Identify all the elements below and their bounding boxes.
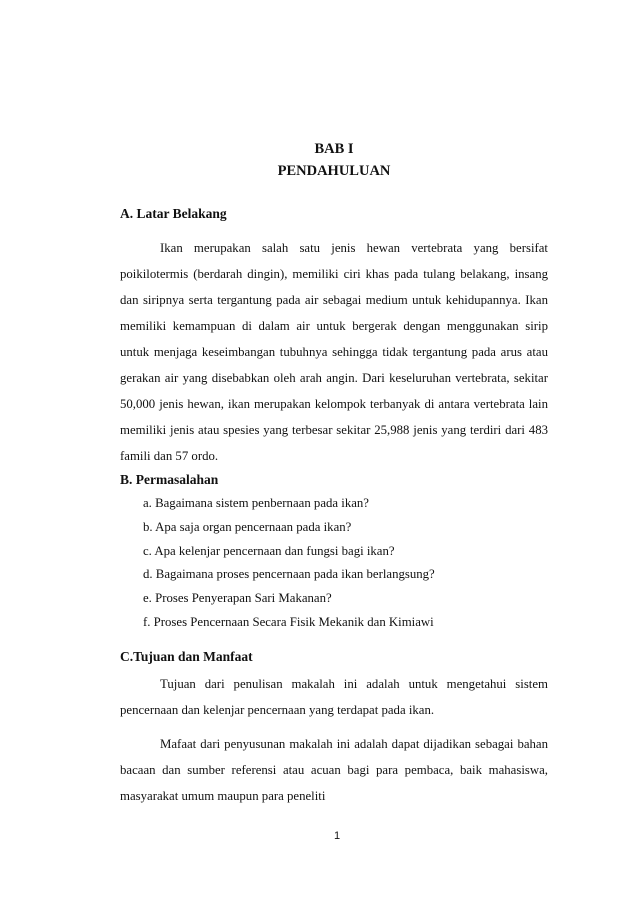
section-c-paragraph-1: Tujuan dari penulisan makalah ini adalah untuk mengetahui sistem pencernaan dan kelenjar pencernaan yang terdapat pada ikan. (120, 677, 548, 717)
list-item: f. Proses Pencernaan Secara Fisik Mekanik dan Kimiawi (143, 614, 434, 629)
list-item: b. Apa saja organ pencernaan pada ikan? (143, 519, 352, 534)
chapter-heading (0, 138, 638, 182)
list-item: c. Apa kelenjar pencernaan dan fungsi bagi ikan? (143, 543, 395, 558)
section-a-heading: A. Latar Belakang (120, 206, 227, 221)
section-b-heading: B. Permasalahan (120, 472, 219, 487)
list-item: e. Proses Penyerapan Sari Makanan? (143, 591, 332, 606)
section-c-heading: C.Tujuan dan Manfaat (120, 649, 253, 664)
list-item: d. Bagaimana proses pencernaan pada ikan berlangsung? (143, 567, 435, 582)
page-number: 1 (333, 830, 341, 842)
section-c-paragraph-2: Mafaat dari penyusunan makalah ini adalah dapat dijadikan sebagai bahan bacaan dan sumber referensi atau acuan bagi para pembaca, baik mahasiswa, masyarakat umum maupun para peneliti (120, 737, 548, 803)
chapter-title: PENDAHULUAN (277, 163, 391, 179)
chapter-number: BAB I (314, 141, 354, 157)
problem-list (143, 492, 543, 635)
list-item: a. Bagaimana sistem penbernaan pada ikan? (143, 496, 369, 510)
section-a-paragraph: Ikan merupakan salah satu jenis hewan vertebrata yang bersifat poikilotermis (berdarah dingin), memiliki ciri khas pada tulang belakang, insang dan siripnya serta tergantung pada air sebagai medium untuk kehidupannya. Ikan memiliki kemampuan di dalam air untuk bergerak dengan menggunakan sirip untuk menjaga keseimbangan tubuhnya sehingga tidak tergantung pada arus atau gerakan air yang disebabkan oleh arah angin. Dari keseluruhan vertebrata, sekitar 50,000 jenis hewan, ikan merupakan kelompok terbanyak di antara vertebrata lain memiliki jenis atau spesies yang terbesar sekitar 25,988 jenis yang terdiri dari 483 famili dan 57 ordo. (120, 241, 548, 463)
